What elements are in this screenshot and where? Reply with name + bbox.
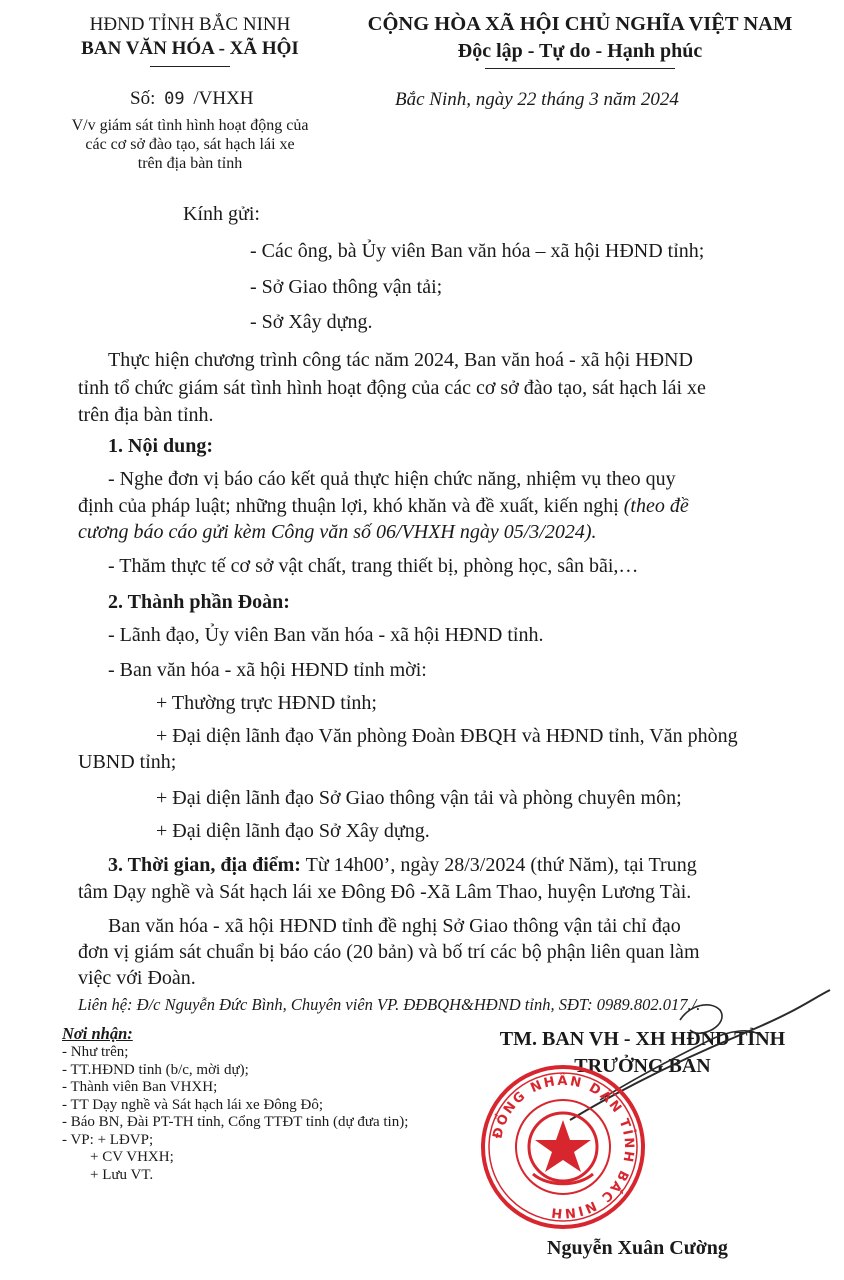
recipient-item: - Sở Xây dựng. — [250, 311, 373, 333]
intro-line: trên địa bàn tỉnh. — [78, 404, 214, 426]
subject — [40, 116, 340, 173]
republic-title: CỘNG HÒA XÃ HỘI CHỦ NGHĨA VIỆT NAM — [367, 13, 793, 35]
section2-subitem: UBND tỉnh; — [78, 751, 177, 773]
distribution-item: - TT Dạy nghề và Sát hạch lái xe Đông Đô; — [62, 1096, 324, 1113]
recipients-label: Kính gửi: — [183, 203, 260, 225]
contact-line: Liên hệ: Đ/c Nguyễn Đức Bình, Chuyên viên VP. ĐĐBQH&HĐND tỉnh, SĐT: 0989.802.017./. — [78, 995, 701, 1014]
subject-line: các cơ sở đào tạo, sát hạch lái xe — [85, 136, 295, 153]
section1-line-normal: định của pháp luật; những thuận lợi, khó khăn và đề xuất, kiến nghị — [78, 495, 624, 517]
section2-item: - Ban văn hóa - xã hội HĐND tỉnh mời: — [108, 659, 427, 681]
motto: Độc lập - Tự do - Hạnh phúc — [457, 40, 703, 62]
section1-line: cương báo cáo gửi kèm Công văn số 06/VHXH ngày 05/3/2024). — [78, 521, 597, 543]
subject-line: V/v giám sát tình hình hoạt động của — [71, 117, 309, 134]
section2-subitem: + Thường trực HĐND tỉnh; — [156, 692, 377, 714]
issuer-council: HĐND TỈNH BẮC NINH — [89, 14, 291, 35]
signer-name: Nguyễn Xuân Cường — [547, 1237, 728, 1259]
number-value: 09 — [164, 89, 185, 109]
distribution-item: - Thành viên Ban VHXH; — [62, 1079, 218, 1095]
section2-subitem: + Đại diện lãnh đạo Sở Xây dựng. — [156, 820, 430, 842]
intro-line: Thực hiện chương trình công tác năm 2024, Ban văn hoá - xã hội HĐND — [108, 349, 693, 371]
section3-heading: 3. Thời gian, địa điểm: — [108, 854, 301, 876]
section2-subitem: + Đại diện lãnh đạo Sở Giao thông vận tải và phòng chuyên môn; — [156, 787, 682, 809]
section1-line: - Thăm thực tế cơ sở vật chất, trang thiết bị, phòng học, sân bãi,… — [108, 555, 639, 577]
motto-underline — [485, 68, 675, 69]
section2-item: - Lãnh đạo, Ủy viên Ban văn hóa - xã hội HĐND tỉnh. — [108, 624, 544, 646]
signature-title: TRƯỞNG BAN — [574, 1055, 711, 1077]
intro-line: tỉnh tổ chức giám sát tình hình hoạt động của các cơ sở đào tạo, sát hạch lái xe — [78, 377, 706, 399]
signature-on-behalf: TM. BAN VH - XH HĐND TỈNH — [499, 1028, 786, 1050]
document-number — [130, 88, 254, 110]
recipient-item: - Các ông, bà Ủy viên Ban văn hóa – xã hội HĐND tỉnh; — [250, 240, 705, 262]
stamp-text: ĐỒNG NHÂN DÂN TỈNH BẮC NINH — [490, 1073, 637, 1221]
issuer-committee: BAN VĂN HÓA - XÃ HỘI — [81, 38, 299, 59]
section3-line: tâm Dạy nghề và Sát hạch lái xe Đông Đô -Xã Lâm Thao, huyện Lương Tài. — [78, 881, 692, 903]
section2-subitem: + Đại diện lãnh đạo Văn phòng Đoàn ĐBQH và HĐND tỉnh, Văn phòng — [156, 725, 738, 747]
distribution-item: - VP: + LĐVP; — [62, 1131, 154, 1148]
distribution-heading: Nơi nhận: — [62, 1024, 133, 1043]
section3-line-rest: Từ 14h00’, ngày 28/3/2024 (thứ Năm), tại Trung — [300, 854, 697, 876]
number-prefix: Số: — [130, 88, 156, 109]
section1-line: - Nghe đơn vị báo cáo kết quả thực hiện chức năng, nhiệm vụ theo quy — [108, 468, 676, 490]
recipient-item: - Sở Giao thông vận tải; — [250, 276, 443, 298]
closing-line: đơn vị giám sát chuẩn bị báo cáo (20 bản) và bố trí các bộ phận liên quan làm — [78, 941, 700, 963]
section1-line-italic: (theo đề — [623, 495, 689, 517]
distribution-list — [62, 1024, 408, 1184]
subject-line: trên địa bàn tỉnh — [137, 155, 243, 172]
distribution-item: - TT.HĐND tỉnh (b/c, mời dự); — [62, 1061, 249, 1078]
closing-line: Ban văn hóa - xã hội HĐND tỉnh đề nghị Sở Giao thông vận tải chỉ đạo — [108, 915, 681, 937]
date-place: Bắc Ninh, ngày 22 tháng 3 năm 2024 — [395, 89, 679, 110]
distribution-item: + Lưu VT. — [90, 1166, 154, 1183]
number-suffix: /VHXH — [193, 88, 254, 109]
section1-heading: 1. Nội dung: — [108, 435, 214, 457]
official-stamp — [478, 1062, 648, 1232]
section2-heading: 2. Thành phần Đoàn: — [108, 591, 290, 613]
distribution-item: - Như trên; — [62, 1044, 129, 1060]
issuer-underline — [150, 66, 230, 67]
closing-line: việc với Đoàn. — [78, 967, 196, 989]
distribution-item: - Báo BN, Đài PT-TH tỉnh, Cổng TTĐT tỉnh (dự đưa tin); — [62, 1114, 409, 1130]
distribution-item: + CV VHXH; — [90, 1149, 174, 1165]
